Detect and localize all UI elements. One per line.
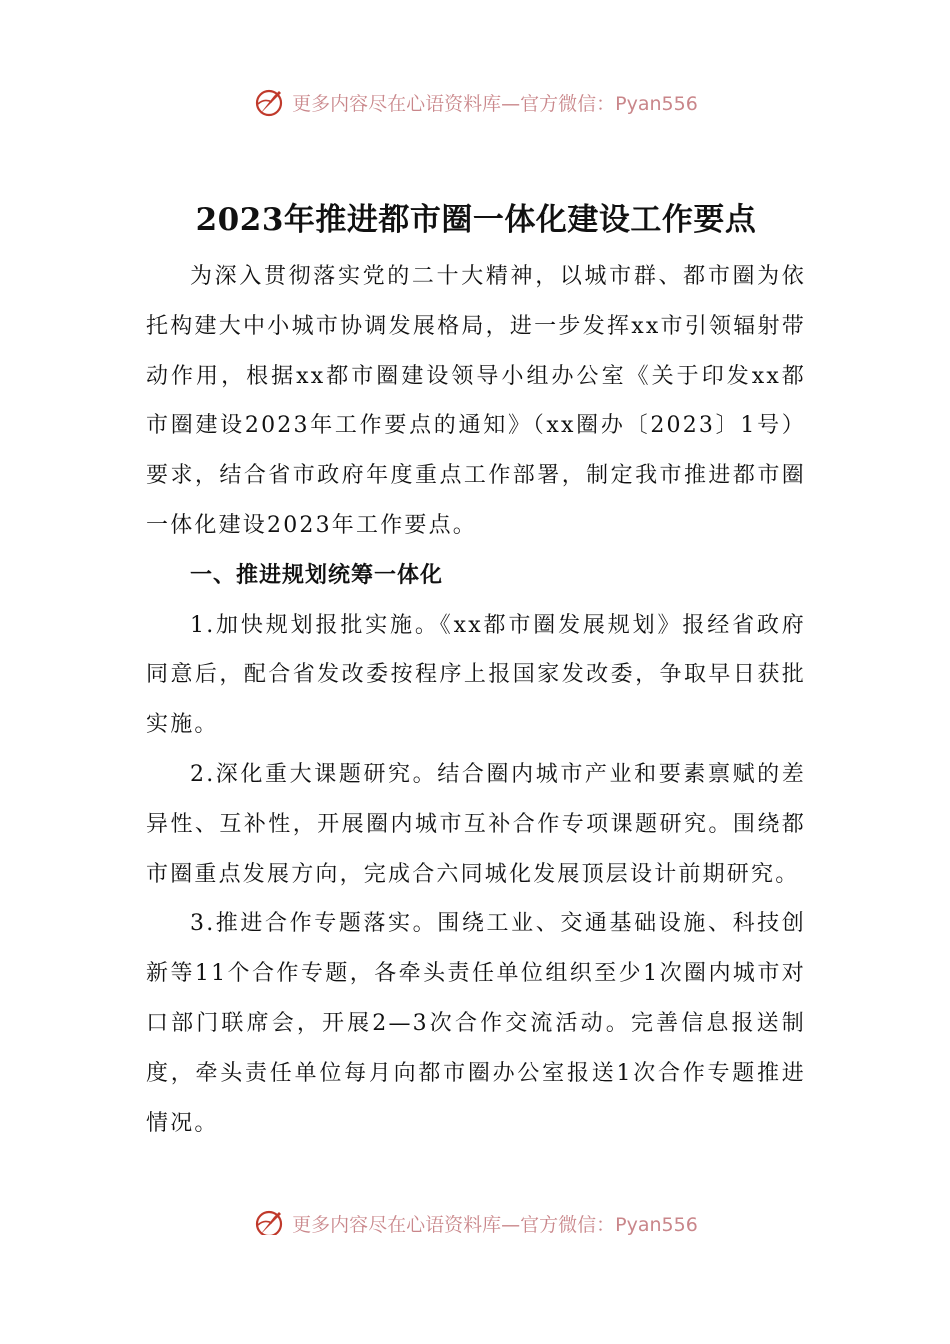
- watermark-footer: [0, 1207, 950, 1235]
- pen-nib-logo-icon: [252, 1207, 288, 1235]
- pen-nib-logo-icon: [252, 84, 288, 120]
- section-heading: 一、推进规划统筹一体化: [190, 562, 444, 588]
- item-paragraph-3: 3.推进合作专题落实。围绕工业、交通基础设施、科技创新等11个合作专题，各牵头责任单位组织至少1次圈内城市对口部门联席会，开展2—3次合作交流活动。完善信息报送制度，牵头责任单位每月向都市圈办公室报送1次合作专题推进情况。: [146, 911, 806, 1136]
- item-paragraph-1: 1.加快规划报批实施。《xx都市圈发展规划》报经省政府同意后，配合省发改委按程序上报国家发改委，争取早日获批实施。: [146, 612, 806, 738]
- document-title: 2023年推进都市圈一体化建设工作要点: [195, 202, 757, 238]
- item-paragraph-2: 2.深化重大课题研究。结合圈内城市产业和要素禀赋的差异性、互补性，开展圈内城市互补合作专项课题研究。围绕都市圈重点发展方向，完成合六同城化发展顶层设计前期研究。: [146, 761, 806, 887]
- watermark-header: [0, 84, 950, 120]
- watermark-text: 更多内容尽在心语资料库—官方微信：Pyan556: [292, 1213, 698, 1235]
- document-page: [146, 198, 806, 1148]
- watermark-text: 更多内容尽在心语资料库—官方微信：Pyan556: [292, 92, 698, 115]
- intro-paragraph: 为深入贯彻落实党的二十大精神，以城市群、都市圈为依托构建大中小城市协调发展格局，进一步发挥xx市引领辐射带动作用，根据xx都市圈建设领导小组办公室《关于印发xx都市圈建设2023年工作要点的通知》（xx圈办〔2023〕1号）要求，结合省市政府年度重点工作部署，制定我市推进都市圈一体化建设2023年工作要点。: [146, 264, 806, 538]
